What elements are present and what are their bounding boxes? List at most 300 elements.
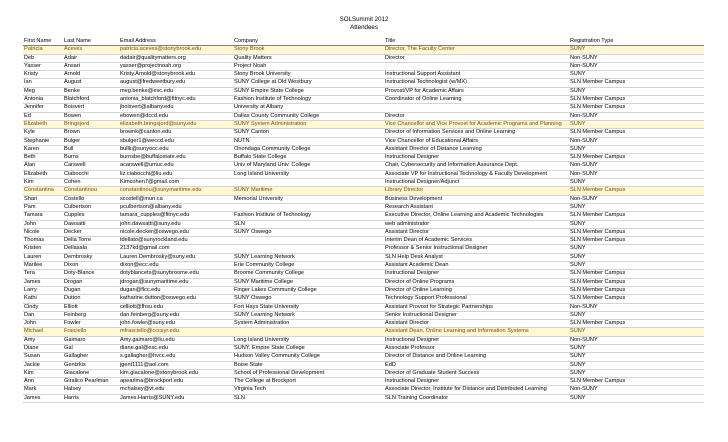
table-row: [23, 262, 704, 270]
email-cell: scostell@mun.ca: [119, 195, 233, 203]
title-cell: Instructional Designer: [384, 154, 569, 162]
email-cell: nicole.decker@oswego.edu: [119, 228, 233, 236]
table-row: [23, 137, 704, 145]
title-cell: Instructional Designer: [384, 336, 569, 344]
first-name-cell: Thomas: [23, 237, 63, 245]
first-name-cell: Susan: [23, 353, 63, 361]
company-cell: SUNY Maritime College: [233, 278, 384, 286]
registration-type-cell: SUNY: [569, 46, 704, 54]
company-cell: Boise State: [233, 361, 384, 369]
title-cell: Professor & Senior Instructional Designer: [384, 245, 569, 253]
table-row: [23, 62, 704, 70]
last-name-cell: Doty-Blance: [63, 270, 119, 278]
email-cell: jdrogan@sunymaritime.edu: [119, 278, 233, 286]
last-name-cell: Cohen: [63, 179, 119, 187]
company-cell: University at Albany: [233, 104, 384, 112]
table-row: [23, 120, 704, 128]
registration-type-cell: Non-SUNY: [569, 170, 704, 178]
first-name-cell: Lauren: [23, 253, 63, 261]
company-cell: Long Island University: [233, 336, 384, 344]
first-name-cell: Diane: [23, 344, 63, 352]
company-cell: SLN: [233, 394, 384, 402]
table-row: [23, 212, 704, 220]
last-name-cell: Bowen: [63, 112, 119, 120]
email-cell: yasser@projectnoah.org: [119, 62, 233, 70]
title-cell: Director: [384, 54, 569, 62]
registration-type-cell: SUNY: [569, 220, 704, 228]
last-name-cell: Giacalone: [63, 369, 119, 377]
table-row: [23, 129, 704, 137]
last-name-cell: Gallagher: [63, 353, 119, 361]
first-name-cell: Stephanie: [23, 137, 63, 145]
registration-type-cell: SUNY: [569, 253, 704, 261]
table-row: [23, 179, 704, 187]
registration-type-cell: SUNY: [569, 245, 704, 253]
last-name-cell: Burns: [63, 154, 119, 162]
last-name-cell: Cupples: [63, 212, 119, 220]
table-row: [23, 203, 704, 211]
registration-type-cell: SUNY: [569, 328, 704, 336]
header-email-address: Email Address: [119, 38, 233, 46]
first-name-cell: Kim: [23, 369, 63, 377]
company-cell: Finger Lakes Community College: [233, 286, 384, 294]
first-name-cell: Deb: [23, 54, 63, 62]
title-cell: [384, 62, 569, 70]
title-cell: Assistant Academic Dean: [384, 262, 569, 270]
table-row: [23, 237, 704, 245]
first-name-cell: Larry: [23, 286, 63, 294]
title-cell: Associate VP for Instructional Technology & Faculty Development: [384, 170, 569, 178]
title-cell: web administrator: [384, 220, 569, 228]
title-cell: Assistant Director: [384, 320, 569, 328]
title-cell: Library Director: [384, 187, 569, 195]
title-cell: Business Development: [384, 195, 569, 203]
title-cell: Director of Online Learning: [384, 286, 569, 294]
registration-type-cell: SUNY: [569, 262, 704, 270]
table-row: [23, 369, 704, 377]
last-name-cell: Adair: [63, 54, 119, 62]
table-row: [23, 353, 704, 361]
company-cell: Virginia Tech: [233, 386, 384, 394]
first-name-cell: Dan: [23, 311, 63, 319]
email-cell: brownk@canton.edu: [119, 129, 233, 137]
registration-type-cell: Non-SUNY: [569, 386, 704, 394]
company-cell: SUNY Oswego: [233, 228, 384, 236]
document-title: SOLSummit 2012: [339, 16, 389, 23]
registration-type-cell: SLN Member Campus: [569, 96, 704, 104]
registration-type-cell: SUNY: [569, 203, 704, 211]
last-name-cell: Constantinou: [63, 187, 119, 195]
registration-type-cell: SLN Member Campus: [569, 154, 704, 162]
title-cell: Executive Director, Online Learning and Academic Technologies: [384, 212, 569, 220]
table-row: [23, 328, 704, 336]
last-name-cell: Elliott: [63, 303, 119, 311]
last-name-cell: Bringsjord: [63, 120, 119, 128]
first-name-cell: Michael: [23, 328, 63, 336]
registration-type-cell: SUNY: [569, 311, 704, 319]
company-cell: Long Island University: [233, 170, 384, 178]
company-cell: [233, 245, 384, 253]
company-cell: [233, 203, 384, 211]
registration-type-cell: SLN Member Campus: [569, 237, 704, 245]
table-row: [23, 187, 704, 195]
title-cell: Instructional Designer: [384, 378, 569, 386]
title-cell: Coordinator of Online Learning: [384, 96, 569, 104]
registration-type-cell: SLN Member Campus: [569, 278, 704, 286]
registration-type-cell: SLN Member Campus: [569, 295, 704, 303]
last-name-cell: Fraiciello: [63, 328, 119, 336]
company-cell: Onondaga Community College: [233, 145, 384, 153]
email-cell: burnsbe@buffalostate.edu: [119, 154, 233, 162]
last-name-cell: Drogan: [63, 278, 119, 286]
registration-type-cell: SUNY: [569, 71, 704, 79]
table-row: [23, 145, 704, 153]
email-cell: antonia_blatchford@fitnyc.edu: [119, 96, 233, 104]
first-name-cell: Kristy: [23, 71, 63, 79]
table-row: [23, 311, 704, 319]
email-cell: 2137kd@gmail.com: [119, 245, 233, 253]
email-cell: jgent1111@aol.com: [119, 361, 233, 369]
email-cell: dixon@ecc.edu: [119, 262, 233, 270]
company-cell: SUNY System Administration: [233, 120, 384, 128]
first-name-cell: Jackie: [23, 361, 63, 369]
registration-type-cell: SUNY: [569, 353, 704, 361]
title-cell: Vice Chancellor and Vice Provost for Academic Programs and Planning: [384, 120, 569, 128]
last-name-cell: Gaimaro: [63, 336, 119, 344]
registration-type-cell: Non-SUNY: [569, 195, 704, 203]
company-cell: SUNY Empire State College: [233, 87, 384, 95]
email-cell: elizabeth.bringsjord@suny.edu: [119, 120, 233, 128]
table-row: [23, 386, 704, 394]
company-cell: Quality Matters: [233, 54, 384, 62]
first-name-cell: Tamara: [23, 212, 63, 220]
email-cell: s.gallagher@hvcc.edu: [119, 353, 233, 361]
table-row: [23, 336, 704, 344]
last-name-cell: Costello: [63, 195, 119, 203]
first-name-cell: Cindy: [23, 303, 63, 311]
registration-type-cell: SUNY: [569, 369, 704, 377]
table-row: [23, 154, 704, 162]
table-row: [23, 320, 704, 328]
registration-type-cell: SLN Member Campus: [569, 212, 704, 220]
header-registration-type: Registration Type: [569, 38, 704, 46]
header-title: Title: [384, 38, 569, 46]
title-cell: Assistant Provost for Strategic Partnerships: [384, 303, 569, 311]
title-cell: Instructional Designer: [384, 270, 569, 278]
registration-type-cell: Non-SUNY: [569, 54, 704, 62]
table-row: [23, 79, 704, 87]
first-name-cell: Kathi: [23, 295, 63, 303]
company-cell: SUNY Learning Network: [233, 253, 384, 261]
email-cell: Amy.gaimaro@liu.edu: [119, 336, 233, 344]
first-name-cell: John: [23, 320, 63, 328]
company-cell: Fashion Institute of Technology: [233, 96, 384, 104]
company-cell: Broome Community College: [233, 270, 384, 278]
title-cell: Director, The Faculty Center: [384, 46, 569, 54]
title-cell: Director of Graduate Student Success: [384, 369, 569, 377]
registration-type-cell: SLN Member Campus: [569, 79, 704, 87]
first-name-cell: Ed: [23, 112, 63, 120]
last-name-cell: Ciabocchi: [63, 170, 119, 178]
title-cell: Instructional Designer/Adjunct: [384, 179, 569, 187]
registration-type-cell: SUNY: [569, 87, 704, 95]
email-cell: john.dawsatti@suny.edu: [119, 220, 233, 228]
table-row: [23, 195, 704, 203]
company-cell: SUNY Oswego: [233, 295, 384, 303]
table-row: [23, 270, 704, 278]
email-cell: apearlma@brockport.edu: [119, 378, 233, 386]
first-name-cell: Kristen: [23, 245, 63, 253]
company-cell: Fort Hays State University: [233, 303, 384, 311]
email-cell: tdellato@sunyrockland.edu: [119, 237, 233, 245]
first-name-cell: Marilee: [23, 262, 63, 270]
header-last-name: Last Name: [63, 38, 119, 46]
table-row: [23, 104, 704, 112]
last-name-cell: Bulger: [63, 137, 119, 145]
email-cell: dotyblancets@sunybroome.edu: [119, 270, 233, 278]
company-cell: Dallas County Community College: [233, 112, 384, 120]
company-cell: Fashion Institute of Technology: [233, 212, 384, 220]
first-name-cell: Pam: [23, 203, 63, 211]
email-cell: liz.ciabocchi@liu.edu: [119, 170, 233, 178]
email-cell: jboisvert@albany.edu: [119, 104, 233, 112]
email-cell: Kimcohen7@gmail.com: [119, 179, 233, 187]
registration-type-cell: Non-SUNY: [569, 112, 704, 120]
title-cell: Assistant Director of Distance Learning: [384, 145, 569, 153]
title-cell: Interim Dean of Academic Services: [384, 237, 569, 245]
title-cell: Senior Instructional Designer: [384, 311, 569, 319]
registration-type-cell: Non-SUNY: [569, 336, 704, 344]
table-row: [23, 220, 704, 228]
email-cell: bullk@sunyocc.edu: [119, 145, 233, 153]
table-row: [23, 162, 704, 170]
last-name-cell: Aceves: [63, 46, 119, 54]
table-row: [23, 344, 704, 352]
header-first-name: First Name: [23, 38, 63, 46]
table-row: [23, 71, 704, 79]
title-cell: Instructional Support Assistant: [384, 71, 569, 79]
registration-type-cell: Non-SUNY: [569, 303, 704, 311]
company-cell: System Administration: [233, 320, 384, 328]
email-cell: James.Harris@SUNY.edu: [119, 394, 233, 402]
email-cell: constantinou@sunymaritime.edu: [119, 187, 233, 195]
table-row: [23, 170, 704, 178]
email-cell: patricia.aceves@stonybrook.edu: [119, 46, 233, 54]
title-cell: Associate Professor: [384, 344, 569, 352]
first-name-cell: Shari: [23, 195, 63, 203]
title-cell: Instructional Technologist (w/MX): [384, 79, 569, 87]
table-row: [23, 112, 704, 120]
first-name-cell: Tera: [23, 270, 63, 278]
title-cell: Director: [384, 112, 569, 120]
company-cell: [233, 179, 384, 187]
last-name-cell: Dellasala: [63, 245, 119, 253]
table-row: [23, 253, 704, 261]
last-name-cell: Halsey: [63, 386, 119, 394]
last-name-cell: Benke: [63, 87, 119, 95]
table-row: [23, 378, 704, 386]
first-name-cell: Mark: [23, 386, 63, 394]
registration-type-cell: SLN Member Campus: [569, 187, 704, 195]
registration-type-cell: SUNY: [569, 145, 704, 153]
company-cell: SUNY Canton: [233, 129, 384, 137]
registration-type-cell: SUNY: [569, 179, 704, 187]
registration-type-cell: Non-SUNY: [569, 162, 704, 170]
registration-type-cell: SUNY: [569, 120, 704, 128]
company-cell: Memorial University: [233, 195, 384, 203]
table-row: [23, 361, 704, 369]
registration-type-cell: Non-SUNY: [569, 62, 704, 70]
last-name-cell: Blatchford: [63, 96, 119, 104]
registration-type-cell: SLN Member Campus: [569, 320, 704, 328]
first-name-cell: Kim: [23, 179, 63, 187]
registration-type-cell: Non-SUNY: [569, 137, 704, 145]
company-cell: Buffalo State College: [233, 154, 384, 162]
company-cell: Stony Brook University: [233, 71, 384, 79]
registration-type-cell: SLN Member Campus: [569, 286, 704, 294]
title-cell: Director of Distance and Online Learning: [384, 353, 569, 361]
table-row: [23, 286, 704, 294]
first-name-cell: Karen: [23, 145, 63, 153]
registration-type-cell: SLN Member Campus: [569, 270, 704, 278]
title-cell: Associate Director, Institute for Distance and Distributed Learning: [384, 386, 569, 394]
registration-type-cell: SLN Member Campus: [569, 228, 704, 236]
table-row: [23, 96, 704, 104]
title-cell: SLN Help Desk Analyst: [384, 253, 569, 261]
first-name-cell: James: [23, 278, 63, 286]
attendees-table-body: [23, 38, 704, 403]
last-name-cell: Gentzkis: [63, 361, 119, 369]
title-cell: Director of Online Programs: [384, 278, 569, 286]
company-cell: [233, 328, 384, 336]
first-name-cell: Yasser: [23, 62, 63, 70]
company-cell: School of Professional Development: [233, 369, 384, 377]
title-cell: Technology Support Professional: [384, 295, 569, 303]
first-name-cell: Beth: [23, 154, 63, 162]
table-row: [23, 54, 704, 62]
table-row: [23, 278, 704, 286]
registration-type-cell: SLN Member Campus: [569, 104, 704, 112]
company-cell: [233, 237, 384, 245]
first-name-cell: Nicole: [23, 228, 63, 236]
email-cell: kim.giacalone@stonybrook.edu: [119, 369, 233, 377]
email-cell: ebowen@dccd.edu: [119, 112, 233, 120]
title-cell: Assistant Dean, Online Learning and Information Systems: [384, 328, 569, 336]
first-name-cell: Antonia: [23, 96, 63, 104]
company-cell: SUNY College at Old Westbury: [233, 79, 384, 87]
table-row: [23, 295, 704, 303]
email-cell: dadair@qualitymatters.org: [119, 54, 233, 62]
company-cell: SUNY Learning Network: [233, 311, 384, 319]
registration-type-cell: SUNY: [569, 344, 704, 352]
last-name-cell: August: [63, 79, 119, 87]
first-name-cell: Amy: [23, 336, 63, 344]
last-name-cell: Decker: [63, 228, 119, 236]
first-name-cell: James: [23, 394, 63, 402]
email-cell: celliott@fhsu.edu: [119, 303, 233, 311]
header-company: Company: [233, 38, 384, 46]
company-cell: Hudson Valley Community College: [233, 353, 384, 361]
email-cell: pculbertson@albany.edu: [119, 203, 233, 211]
table-row: [23, 228, 704, 236]
email-cell: tamara_cupples@fitnyc.edu: [119, 212, 233, 220]
last-name-cell: Ansari: [63, 62, 119, 70]
company-cell: Project Noah: [233, 62, 384, 70]
last-name-cell: Dembrosky: [63, 253, 119, 261]
company-cell: SUNY, Empire State College: [233, 344, 384, 352]
email-cell: meg.benke@esc.edu: [119, 87, 233, 95]
email-cell: mfrasciello@cccsyr.edu: [119, 328, 233, 336]
registration-type-cell: SLN Member Campus: [569, 378, 704, 386]
title-cell: Assistant Director: [384, 228, 569, 236]
first-name-cell: Jennifer: [23, 104, 63, 112]
first-name-cell: Elizabeth: [23, 170, 63, 178]
email-cell: Lauren.Dembrosky@suny.edu: [119, 253, 233, 261]
title-cell: Provost/VP for Academic Affairs: [384, 87, 569, 95]
email-cell: dan.feinberg@suny.edu: [119, 311, 233, 319]
email-cell: august@fredweetbury.edu: [119, 79, 233, 87]
email-cell: dugan@flcc.edu: [119, 286, 233, 294]
company-cell: SUNY Maritime: [233, 187, 384, 195]
last-name-cell: Brown: [63, 129, 119, 137]
email-cell: sbulger1@weccd.edu: [119, 137, 233, 145]
first-name-cell: Elizabeth: [23, 120, 63, 128]
last-name-cell: Culbertson: [63, 203, 119, 211]
title-cell: Chair, Cybersecurity and Information Assurance Dept.: [384, 162, 569, 170]
attendees-table: [23, 38, 704, 403]
title-cell: [384, 104, 569, 112]
last-name-cell: Dugan: [63, 286, 119, 294]
first-name-cell: John: [23, 220, 63, 228]
last-name-cell: Harris: [63, 394, 119, 402]
email-cell: mchalsey@vt.edu: [119, 386, 233, 394]
email-cell: john.fowler@suny.edu: [119, 320, 233, 328]
first-name-cell: Kyle: [23, 129, 63, 137]
last-name-cell: Boisvert: [63, 104, 119, 112]
first-name-cell: Meg: [23, 87, 63, 95]
last-name-cell: Bull: [63, 145, 119, 153]
registration-type-cell: SUNY: [569, 361, 704, 369]
last-name-cell: Feinberg: [63, 311, 119, 319]
document-subtitle: Attendees: [350, 24, 378, 31]
registration-type-cell: SLN Member Campus: [569, 129, 704, 137]
first-name-cell: Patricia: [23, 46, 63, 54]
title-cell: SLN Training Coordinator: [384, 394, 569, 402]
company-cell: Univ of Maryland Univ. College: [233, 162, 384, 170]
table-row: [23, 394, 704, 402]
company-cell: Erie Community College: [233, 262, 384, 270]
table-row: [23, 87, 704, 95]
company-cell: Stony Brook: [233, 46, 384, 54]
first-name-cell: Ann: [23, 378, 63, 386]
email-cell: acarswell@umuc.edu: [119, 162, 233, 170]
last-name-cell: Carswell: [63, 162, 119, 170]
last-name-cell: Dutton: [63, 295, 119, 303]
email-cell: katharine.dutton@oswego.edu: [119, 295, 233, 303]
company-cell: SLN: [233, 220, 384, 228]
last-name-cell: Dawsatti: [63, 220, 119, 228]
last-name-cell: Fowler: [63, 320, 119, 328]
last-name-cell: Gal: [63, 344, 119, 352]
title-cell: EdD: [384, 361, 569, 369]
last-name-cell: Dixon: [63, 262, 119, 270]
first-name-cell: Ian: [23, 79, 63, 87]
table-row: [23, 46, 704, 54]
first-name-cell: Constantina: [23, 187, 63, 195]
title-cell: Director of Information Services and Online Learning: [384, 129, 569, 137]
email-cell: Kristy.Arnold@stonybrook.edu: [119, 71, 233, 79]
email-cell: diane.gal@esc.edu: [119, 344, 233, 352]
